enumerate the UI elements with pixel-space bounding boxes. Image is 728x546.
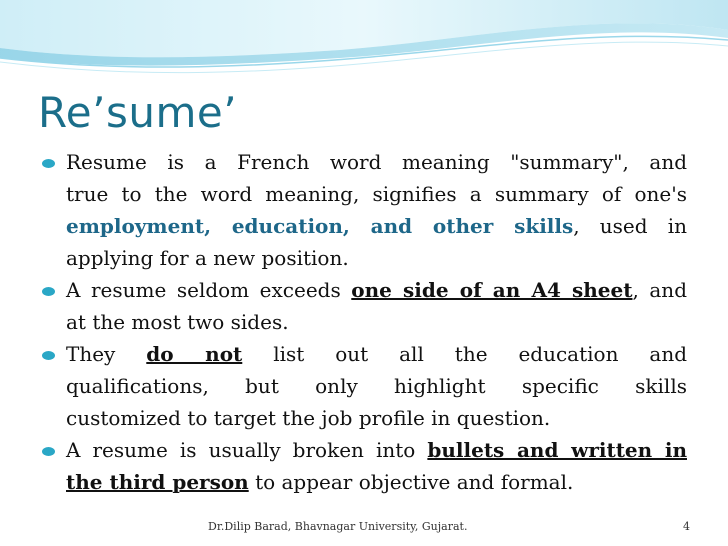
bullet-text: Resume is a French word meaning "summary", and	[66, 150, 687, 174]
bullet-list	[42, 146, 687, 498]
footer-author: Dr.Dilip Barad, Bhavnagar University, Gujarat.	[208, 520, 468, 533]
bullet-text: to appear objective and formal.	[248, 470, 574, 494]
highlighted-text: do not	[146, 342, 243, 366]
highlighted-text: the third person	[66, 470, 249, 494]
bullet-text: list out all the education and	[242, 342, 688, 366]
bullet-line	[66, 466, 687, 498]
bullet-line	[66, 210, 687, 242]
bullet-text: They	[66, 342, 147, 366]
bullet-line	[66, 178, 687, 210]
bullet-line	[66, 274, 687, 306]
bullet-line	[66, 242, 687, 274]
bullet-text: , used in	[573, 214, 687, 238]
bullet-text: A resume is usually broken into	[66, 438, 428, 462]
bullet-item	[42, 274, 687, 338]
bullet-text: , and	[632, 278, 687, 302]
bullet-dot-icon	[42, 447, 55, 456]
bullet-item	[42, 434, 687, 498]
bullet-line	[66, 146, 687, 178]
bullet-text: true to the word meaning, signifies a summary of one's	[66, 182, 687, 206]
bullet-dot-icon	[42, 351, 55, 360]
header-wave-decoration	[0, 0, 728, 90]
bullet-text: customized to target the job profile in question.	[66, 406, 551, 430]
bullet-line	[66, 370, 687, 402]
highlighted-text: one side of an A4 sheet	[351, 278, 633, 302]
page-number: 4	[683, 520, 690, 533]
bullet-dot-icon	[42, 287, 55, 296]
highlighted-text: bullets and written in	[427, 438, 687, 462]
bullet-text: applying for a new position.	[66, 246, 349, 270]
bullet-line	[66, 306, 687, 338]
highlighted-text: employment, education, and other skills	[66, 214, 574, 238]
bullet-item	[42, 338, 687, 434]
bullet-item	[42, 146, 687, 274]
bullet-line	[66, 402, 687, 434]
bullet-text: at the most two sides.	[66, 310, 289, 334]
bullet-text: A resume seldom exceeds	[66, 278, 352, 302]
bullet-text: qualifications, but only highlight specific skills	[66, 374, 687, 398]
bullet-line	[66, 338, 687, 370]
bullet-line	[66, 434, 687, 466]
bullet-dot-icon	[42, 159, 55, 168]
slide-title: Re’sume’	[38, 88, 238, 137]
